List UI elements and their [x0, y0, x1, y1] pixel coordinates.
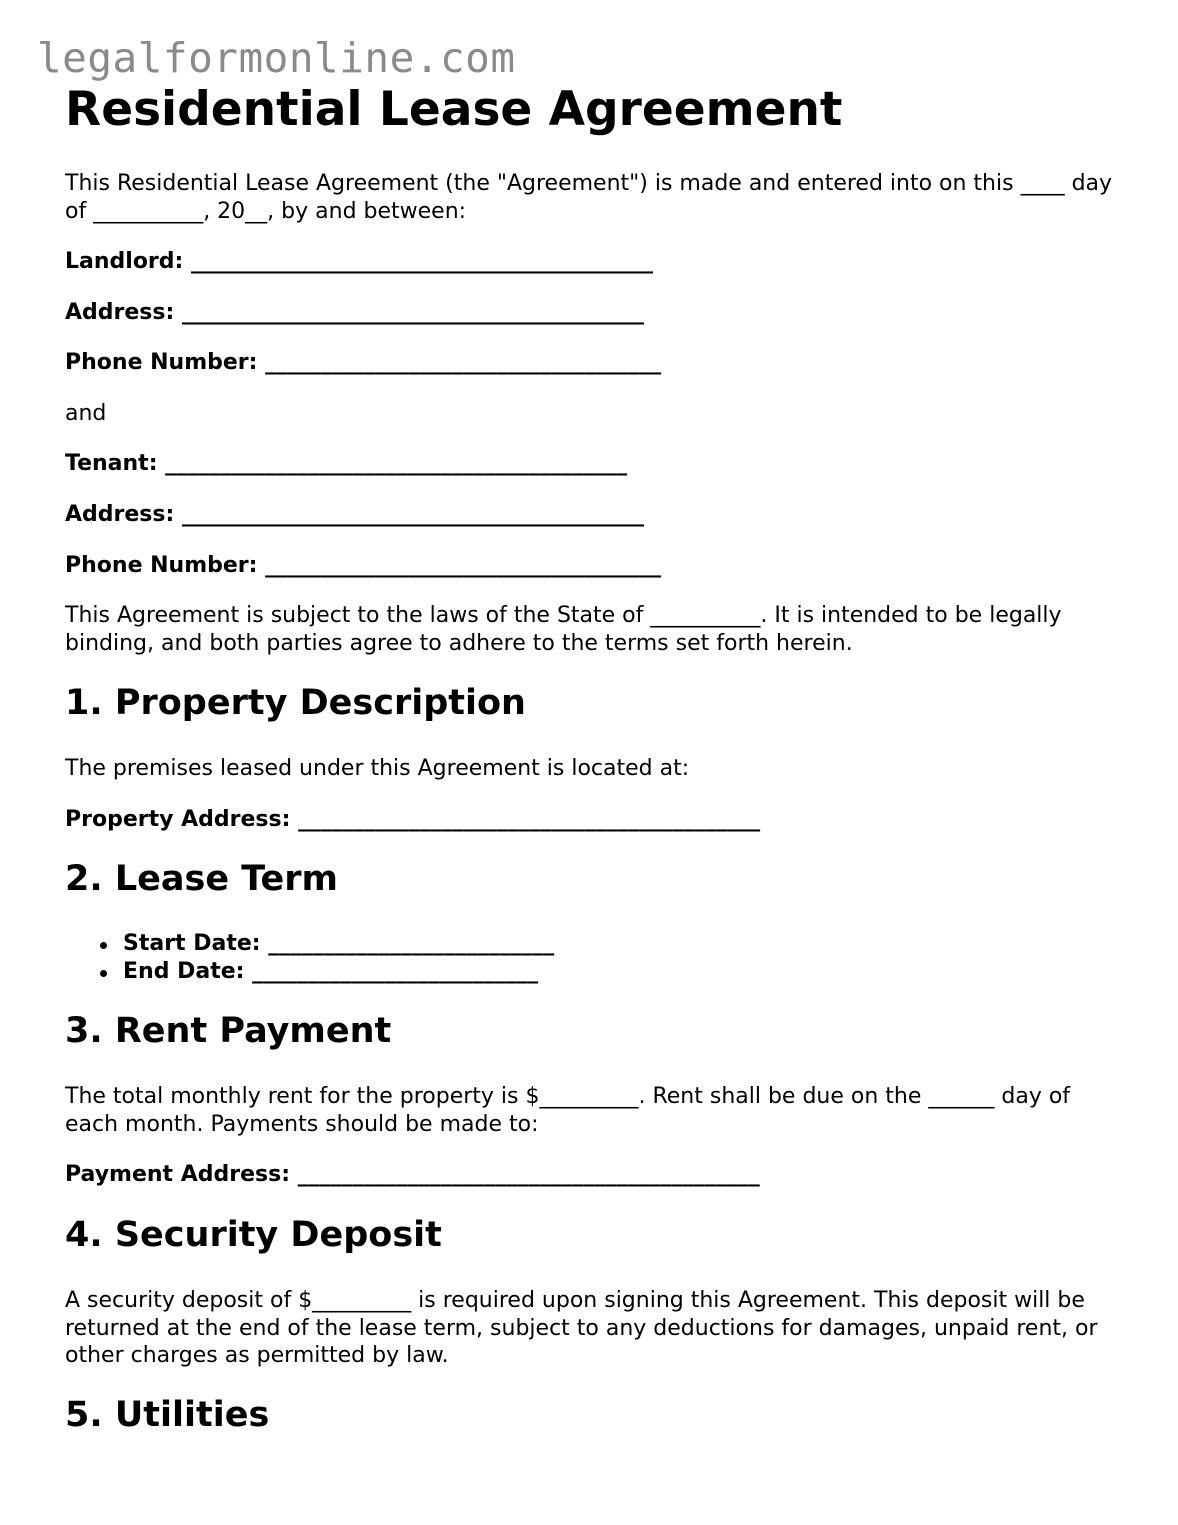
- landlord-address-blank[interactable]: __________________________________________: [181, 300, 644, 325]
- section-heading-property: 1. Property Description: [65, 683, 526, 723]
- section-heading-rent: 3. Rent Payment: [65, 1011, 392, 1051]
- payment-address-blank[interactable]: __________________________________________: [297, 1162, 760, 1187]
- property-address-blank[interactable]: __________________________________________: [298, 807, 761, 832]
- landlord-blank[interactable]: __________________________________________: [191, 249, 653, 274]
- tenant-address-blank[interactable]: __________________________________________: [181, 502, 644, 527]
- list-item: [65, 930, 554, 958]
- landlord-address-field: [65, 299, 644, 326]
- tenant-address-label: Address:: [65, 502, 175, 527]
- property-address-label: Property Address:: [65, 807, 291, 832]
- landlord-label: Landlord:: [65, 249, 184, 274]
- tenant-label: Tenant:: [65, 451, 158, 476]
- tenant-blank[interactable]: __________________________________________: [165, 451, 628, 476]
- tenant-address-field: [65, 501, 644, 528]
- intro-paragraph: This Residential Lease Agreement (the "Agreement") is made and entered into on this ____ day of __________, 20__, by and between:: [65, 171, 1113, 224]
- landlord-phone-field: [65, 349, 661, 376]
- document-title: Residential Lease Agreement: [65, 82, 843, 137]
- lease-term-list: [65, 930, 554, 986]
- end-date-label: End Date:: [123, 959, 245, 984]
- governing-law-paragraph: This Agreement is subject to the laws of the State of __________. It is intended to be legally binding, and both parties agree to adhere to the terms set forth herein.: [65, 603, 1062, 656]
- start-date-blank[interactable]: __________________________: [268, 931, 555, 956]
- tenant-phone-label: Phone Number:: [65, 553, 258, 578]
- landlord-phone-blank[interactable]: ____________________________________: [265, 350, 662, 375]
- end-date-blank[interactable]: __________________________: [252, 959, 539, 984]
- property-paragraph: The premises leased under this Agreement is located at:: [65, 756, 690, 781]
- watermark: legalformonline.com: [37, 34, 516, 82]
- property-address-field: [65, 806, 760, 833]
- deposit-paragraph: A security deposit of $_________ is required upon signing this Agreement. This deposit will be returned at the end of the lease term, subject to any deductions for damages, unpaid rent, or other charges as permitted by law.: [65, 1288, 1098, 1368]
- payment-address-label: Payment Address:: [65, 1162, 291, 1187]
- rent-paragraph: The total monthly rent for the property is $_________. Rent shall be due on the ______ day of each month. Payments should be made to:: [65, 1084, 1071, 1137]
- landlord-field: [65, 248, 653, 275]
- start-date-label: Start Date:: [123, 931, 261, 956]
- and-text: and: [65, 401, 107, 426]
- section-heading-utilities: 5. Utilities: [65, 1395, 270, 1435]
- tenant-field: [65, 450, 627, 477]
- section-heading-deposit: 4. Security Deposit: [65, 1215, 442, 1255]
- payment-address-field: [65, 1161, 760, 1188]
- tenant-phone-field: [65, 552, 661, 579]
- tenant-phone-blank[interactable]: ____________________________________: [265, 553, 662, 578]
- landlord-phone-label: Phone Number:: [65, 350, 258, 375]
- landlord-address-label: Address:: [65, 300, 175, 325]
- list-item: [65, 958, 554, 986]
- section-heading-term: 2. Lease Term: [65, 859, 338, 899]
